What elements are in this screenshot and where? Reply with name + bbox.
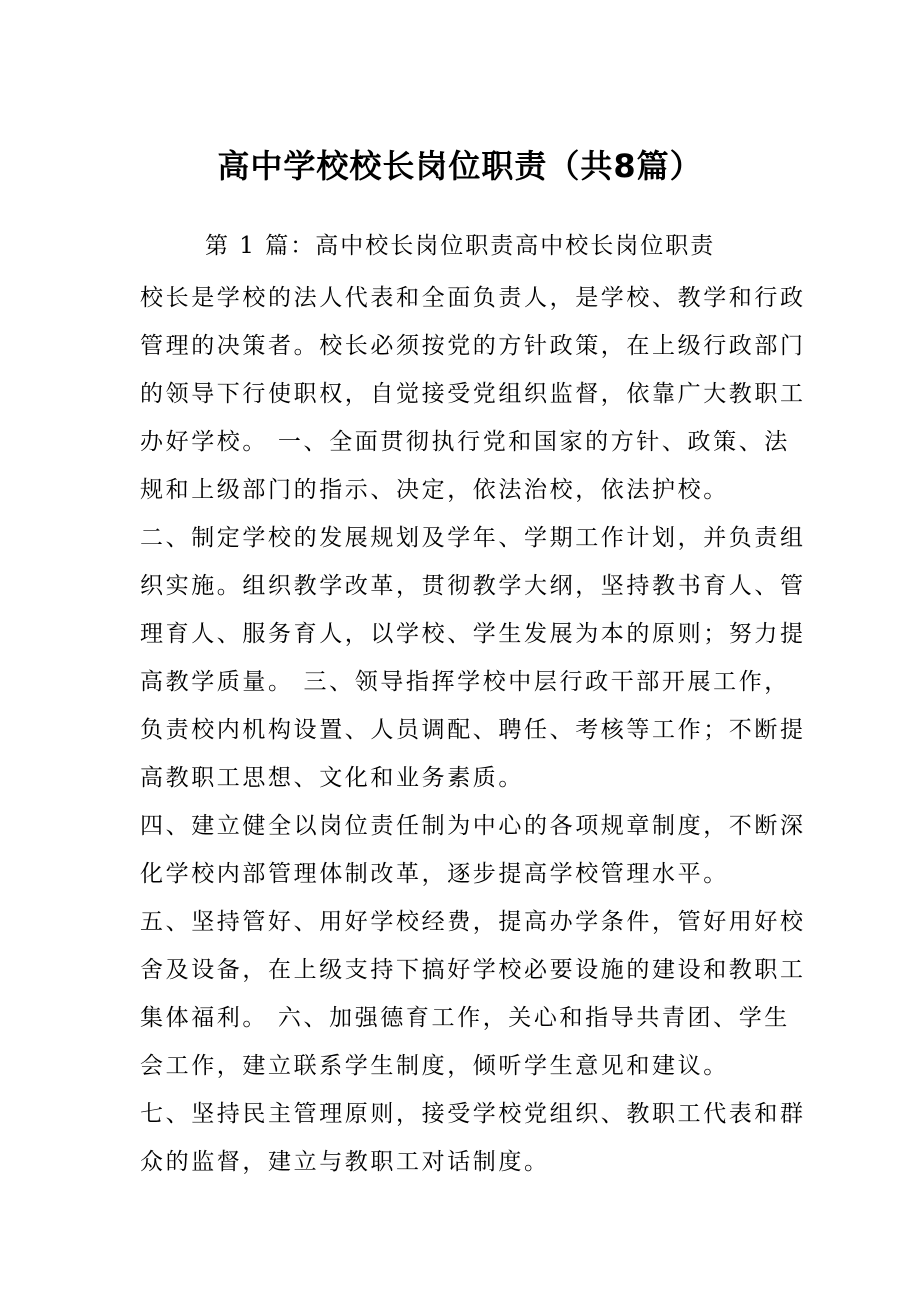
text-line: 高教学质量。 三、领导指挥学校中层行政干部开展工作， bbox=[140, 669, 790, 695]
text-line: 众的监督，建立与教职工对话制度。 bbox=[140, 1149, 550, 1175]
text-line: 办好学校。 一、全面贯彻执行党和国家的方针、政策、法 bbox=[140, 429, 790, 455]
text-line: 舍及设备，在上级支持下搞好学校必要设施的建设和教职工 bbox=[140, 957, 806, 983]
section-heading: 第 1 篇：高中校长岗位职责高中校长岗位职责 bbox=[205, 233, 716, 259]
text-line: 化学校内部管理体制改革，逐步提高学校管理水平。 bbox=[140, 861, 729, 887]
text-line: 四、建立健全以岗位责任制为中心的各项规章制度，不断深 bbox=[140, 813, 806, 839]
text-line: 五、坚持管好、用好学校经费，提高办学条件，管好用好校 bbox=[140, 909, 806, 935]
text-line: 管理的决策者。校长必须按党的方针政策，在上级行政部门 bbox=[140, 333, 806, 359]
text-line: 二、制定学校的发展规划及学年、学期工作计划，并负责组 bbox=[140, 525, 806, 551]
document-title: 高中学校校长岗位职责（共8篇） bbox=[217, 147, 703, 185]
text-line: 织实施。组织教学改革，贯彻教学大纲，坚持教书育人、管 bbox=[140, 573, 806, 599]
text-line: 七、坚持民主管理原则，接受学校党组织、教职工代表和群 bbox=[140, 1101, 806, 1127]
text-line: 集体福利。 六、加强德育工作，关心和指导共青团、学生 bbox=[140, 1005, 790, 1031]
text-line: 负责校内机构设置、人员调配、聘任、考核等工作；不断提 bbox=[140, 717, 806, 743]
text-line: 高教职工思想、文化和业务素质。 bbox=[140, 765, 524, 791]
text-line: 的领导下行使职权，自觉接受党组织监督，依靠广大教职工 bbox=[140, 381, 806, 407]
text-line: 校长是学校的法人代表和全面负责人，是学校、教学和行政 bbox=[140, 285, 806, 311]
text-line: 理育人、服务育人，以学校、学生发展为本的原则；努力提 bbox=[140, 621, 806, 647]
text-line: 会工作，建立联系学生制度，倾听学生意见和建议。 bbox=[140, 1053, 729, 1079]
document-body bbox=[140, 274, 806, 1186]
text-line: 规和上级部门的指示、决定，依法治校，依法护校。 bbox=[140, 477, 729, 503]
